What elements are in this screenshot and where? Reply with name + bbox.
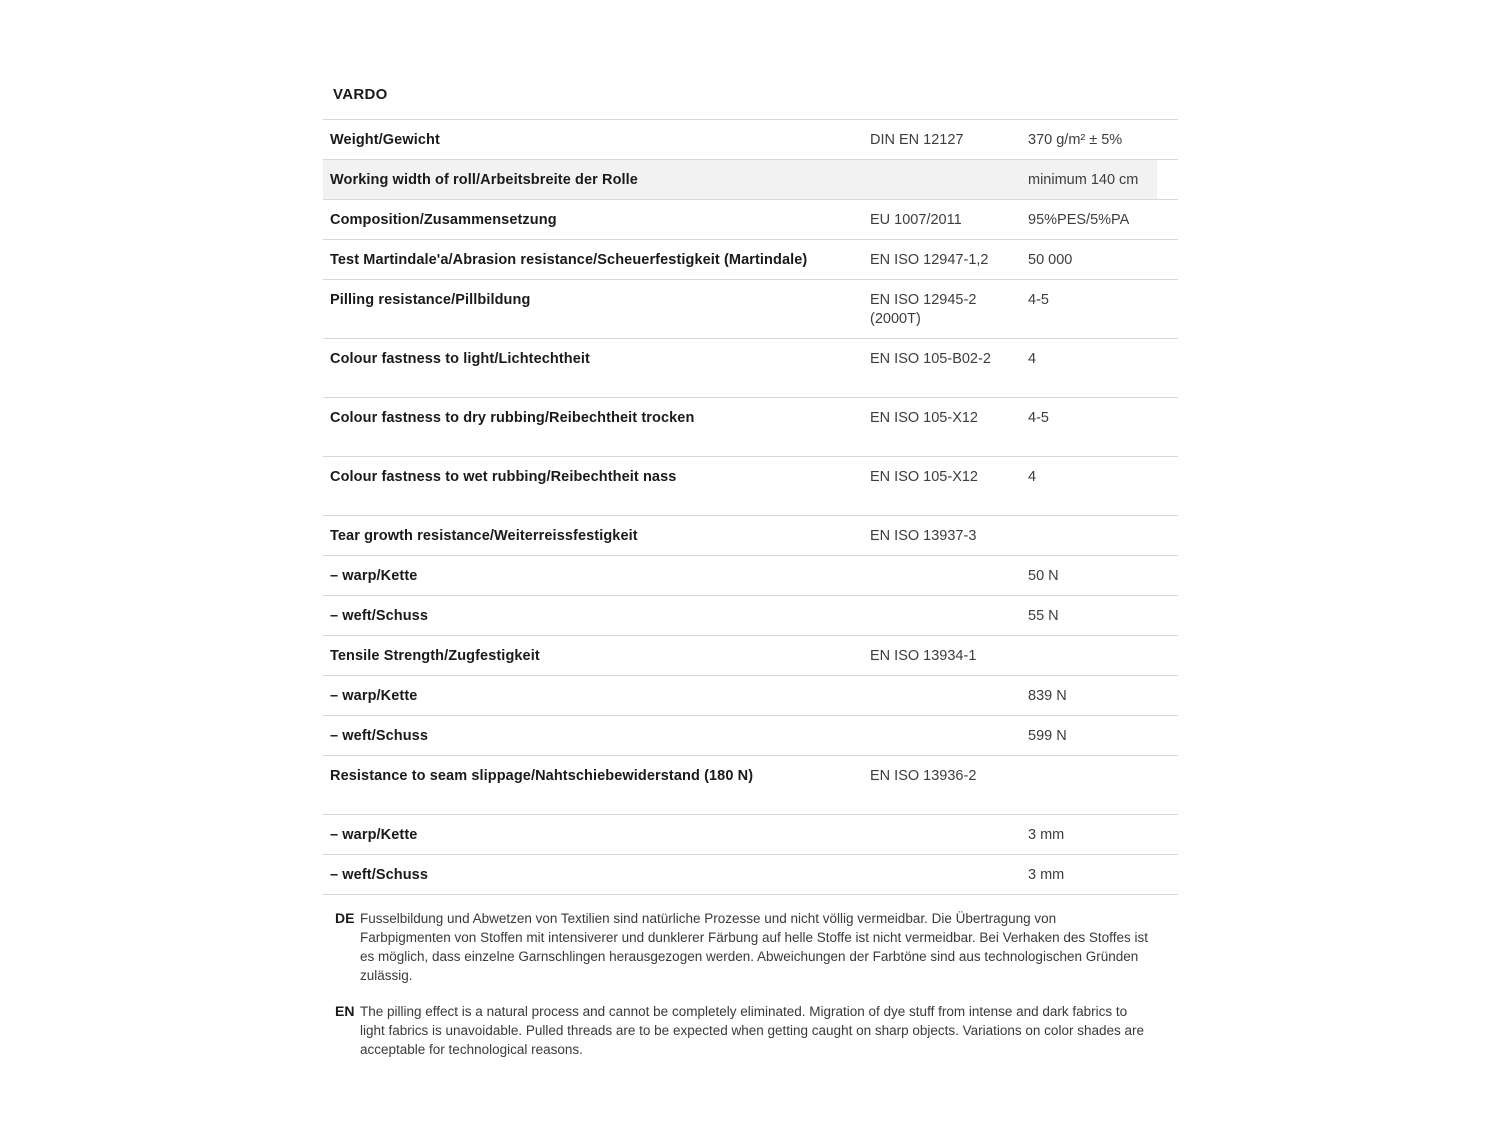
spec-row-working-width [323, 160, 1178, 200]
note-text: Fusselbildung und Abwetzen von Textilien sind natürliche Prozesse und nicht völlig vermeidbar. Die Übertragung von Farbpigmenten von Stoffen mit intensiverer und dunklerer Färbung auf helle Stoffe ist nicht vermeidbar. Bei Verhaken des Stoffes ist es möglich, dass einzelne Garnschlingen herausgezogen werden. Abweichungen der Farbtöne sind aus technologischen Gründen zulässig. [360, 911, 1148, 983]
note-text: The pilling effect is a natural process and cannot be completely eliminated. Migration of dye stuff from intense and dark fabrics to light fabrics is unavoidable. Pulled threads are to be expected when getting caught on sharp objects. Variations on color shades are acceptable for technological reasons. [360, 1004, 1144, 1057]
note-lang-label: EN [335, 1003, 355, 1019]
value-cell [1028, 527, 1178, 546]
spec-row-fastness-dry [323, 398, 1178, 457]
value-cell: 95%PES/5%PA [1028, 212, 1130, 228]
value-cell [1028, 767, 1178, 786]
standard-cell [870, 607, 1028, 626]
spec-row-tear-growth [323, 516, 1178, 556]
value-cell: 50 N [1028, 568, 1059, 584]
spec-row-tear-weft [323, 596, 1178, 636]
value-cell: 4 [1028, 351, 1037, 367]
note-item-de [323, 909, 1178, 985]
property-label: Weight/Gewicht [330, 132, 440, 148]
spec-row-fastness-wet [323, 457, 1178, 516]
standard-cell: EN ISO 12945-2 (2000T) [870, 292, 977, 327]
spec-sheet [323, 86, 1178, 1076]
standard-cell [870, 567, 1028, 586]
standard-cell: EN ISO 105-X12 [870, 410, 978, 426]
spec-row-tensile-weft [323, 716, 1178, 756]
spec-row-seam-slippage [323, 756, 1178, 815]
notes-section [323, 909, 1178, 1059]
standard-cell: DIN EN 12127 [870, 132, 964, 148]
note-item-en [323, 1002, 1178, 1059]
spec-row-composition [323, 200, 1178, 240]
property-label: – weft/Schuss [330, 728, 428, 744]
property-label: Colour fastness to light/Lichtechtheit [330, 351, 590, 367]
spec-table [323, 119, 1178, 895]
value-cell: 4-5 [1028, 292, 1049, 308]
spec-row-seam-weft [323, 855, 1178, 895]
value-cell: 599 N [1028, 728, 1067, 744]
spec-row-pilling [323, 280, 1178, 339]
standard-cell: EN ISO 105-B02-2 [870, 351, 991, 367]
value-cell: minimum 140 cm [1028, 172, 1139, 188]
spec-row-tensile [323, 636, 1178, 676]
property-label: Resistance to seam slippage/Nahtschiebewiderstand (180 N) [330, 768, 754, 784]
standard-cell: EN ISO 12947-1,2 [870, 252, 989, 268]
spec-row-abrasion [323, 240, 1178, 280]
value-cell: 4-5 [1028, 410, 1049, 426]
property-label: Tensile Strength/Zugfestigkeit [330, 648, 540, 664]
spec-row-weight [323, 120, 1178, 160]
value-cell: 3 mm [1028, 827, 1065, 843]
standard-cell [870, 687, 1028, 706]
property-label: Pilling resistance/Pillbildung [330, 292, 531, 308]
value-cell: 55 N [1028, 608, 1059, 624]
standard-cell: EU 1007/2011 [870, 212, 962, 228]
note-lang-label: DE [335, 910, 355, 926]
property-label: Colour fastness to dry rubbing/Reibechtheit trocken [330, 410, 695, 426]
property-label: – weft/Schuss [330, 608, 428, 624]
property-label: Tear growth resistance/Weiterreissfestigkeit [330, 528, 638, 544]
standard-cell: EN ISO 105-X12 [870, 469, 978, 485]
standard-cell [870, 866, 1028, 885]
value-cell: 370 g/m² ± 5% [1028, 132, 1123, 148]
value-cell: 4 [1028, 469, 1037, 485]
spec-row-fastness-light [323, 339, 1178, 398]
property-label: Test Martindale'a/Abrasion resistance/Scheuerfestigkeit (Martindale) [330, 252, 808, 268]
property-label: – warp/Kette [330, 827, 418, 843]
standard-cell [870, 727, 1028, 746]
standard-cell: EN ISO 13934-1 [870, 648, 977, 664]
standard-cell: EN ISO 13936-2 [870, 768, 977, 784]
standard-cell [870, 826, 1028, 845]
property-label: Composition/Zusammensetzung [330, 212, 557, 228]
value-cell: 3 mm [1028, 867, 1065, 883]
property-label: – warp/Kette [330, 568, 418, 584]
standard-cell [870, 171, 1028, 190]
property-label: – weft/Schuss [330, 867, 428, 883]
spec-row-tear-warp [323, 556, 1178, 596]
value-cell: 839 N [1028, 688, 1067, 704]
property-label: Working width of roll/Arbeitsbreite der Rolle [330, 172, 638, 188]
spec-row-tensile-warp [323, 676, 1178, 716]
value-cell [1028, 647, 1178, 666]
property-label: Colour fastness to wet rubbing/Reibechtheit nass [330, 469, 677, 485]
property-label: – warp/Kette [330, 688, 418, 704]
product-title: VARDO [333, 86, 388, 103]
standard-cell: EN ISO 13937-3 [870, 528, 977, 544]
value-cell: 50 000 [1028, 252, 1073, 268]
spec-row-seam-warp [323, 815, 1178, 855]
